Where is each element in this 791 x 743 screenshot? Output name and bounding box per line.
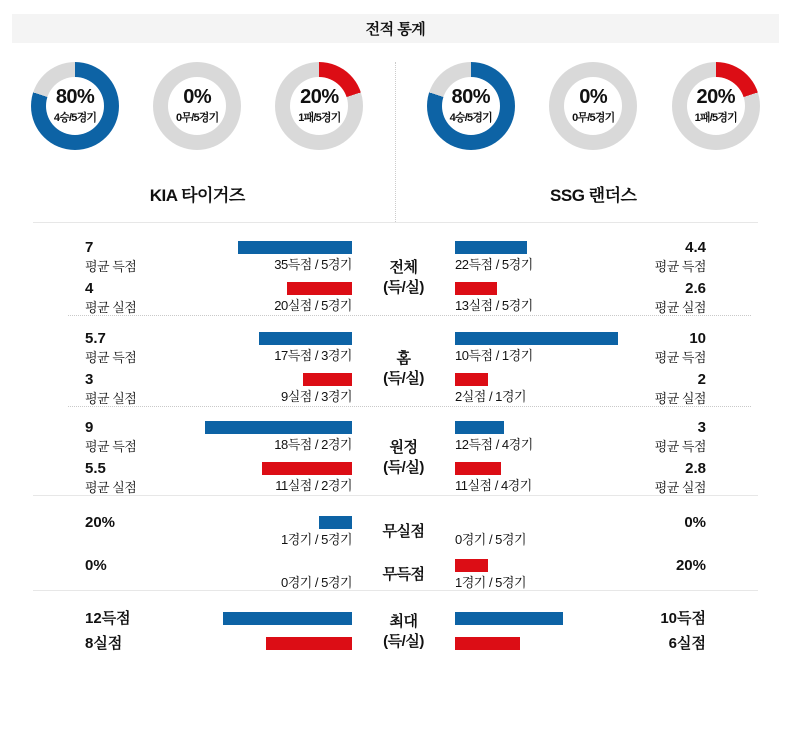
- section-home: [0, 332, 791, 406]
- ssg-home-conceded-avg-label: 평균 실점: [655, 391, 706, 406]
- kia-away-conceded-bar: [262, 462, 352, 475]
- ssg-max-scored-value: 10득점: [660, 612, 706, 625]
- ssg-donut-row: [396, 62, 791, 150]
- kia-scoreless-label: 0경기 / 5경기: [281, 575, 352, 590]
- kia-max-conceded-bar: [266, 637, 352, 650]
- kia-max-scored-value: 12득점: [85, 612, 180, 625]
- ssg-max-conceded-bar-cell: [455, 637, 627, 650]
- kia-total-scored: [180, 241, 352, 272]
- kia-home-conceded-avg-value: 3: [85, 373, 180, 387]
- ssg-max-scored-bar-cell: [455, 612, 627, 625]
- kia-win-percent: 80%: [56, 87, 95, 107]
- ssg-home-conceded-avg: [627, 373, 706, 406]
- ssg-win-donut-center: [442, 77, 500, 135]
- kia-scoreless: [180, 559, 352, 590]
- kia-total-scored-avg-value: 7: [85, 241, 180, 255]
- section-away-title: [352, 438, 455, 478]
- win-rate-donut-area: [0, 62, 791, 222]
- kia-scoreless-pct: [85, 559, 180, 573]
- kia-donut-block: [0, 62, 396, 222]
- section-home-title: [352, 349, 455, 389]
- ssg-total-conceded-avg: [627, 282, 706, 315]
- kia-team-name: KIA 타이거즈: [0, 181, 395, 222]
- kia-draw-donut-chart: [153, 62, 241, 150]
- ssg-max-scored: [627, 612, 706, 625]
- divider-dotted-2: [68, 406, 751, 407]
- kia-clean-sheet-bar: [319, 516, 352, 529]
- page-title: [12, 14, 779, 43]
- ssg-scoreless-pct: [627, 559, 706, 573]
- ssg-away-conceded-avg-value: 2.8: [685, 462, 706, 476]
- kia-home-scored-avg-label: 평균 득점: [85, 350, 180, 365]
- kia-away-scored-avg-value: 9: [85, 421, 180, 435]
- ssg-clean-sheet: [455, 516, 627, 547]
- ssg-total-scored-label: 22득점 / 5경기: [455, 257, 533, 272]
- kia-loss-donut-center: [290, 77, 348, 135]
- record-stats-panel: [0, 14, 791, 743]
- ssg-home-conceded-avg-value: 2: [698, 373, 706, 387]
- row-clean-sheet: [0, 516, 791, 547]
- kia-max-scored-bar: [223, 612, 352, 625]
- row-clean-sheet-title: 무실점: [352, 522, 455, 542]
- kia-total-conceded: [180, 282, 352, 313]
- ssg-win-record: 4승/5경기: [450, 109, 492, 125]
- kia-home-conceded-bar: [303, 373, 352, 386]
- kia-max-conceded-bar-cell: [180, 637, 352, 650]
- ssg-total-conceded-avg-value: 2.6: [685, 282, 706, 296]
- section-max-title: [352, 612, 455, 652]
- ssg-total-scored-avg-value: 4.4: [685, 241, 706, 255]
- section-home-title-line2: (득/실): [352, 369, 455, 389]
- kia-away-scored: [180, 421, 352, 452]
- kia-win-record: 4승/5경기: [54, 109, 96, 125]
- kia-home-conceded: [180, 373, 352, 404]
- ssg-max-conceded-bar: [455, 637, 520, 650]
- section-max-title-line1: 최대: [352, 612, 455, 632]
- section-total-title: [352, 258, 455, 298]
- ssg-clean-sheet-pct-value: 0%: [684, 516, 706, 530]
- kia-loss-percent: 20%: [300, 87, 339, 107]
- ssg-loss-percent: 20%: [696, 87, 735, 107]
- kia-clean-sheet-pct-value: 20%: [85, 516, 180, 530]
- section-home-title-line1: 홈: [352, 349, 455, 369]
- ssg-max-scored-bar: [455, 612, 563, 625]
- kia-total-scored-avg-label: 평균 득점: [85, 259, 180, 274]
- ssg-home-conceded-bar: [455, 373, 488, 386]
- kia-total-conceded-avg-label: 평균 실점: [85, 300, 180, 315]
- ssg-home-scored-label: 10득점 / 1경기: [455, 348, 533, 363]
- ssg-home-scored-avg-label: 평균 득점: [655, 350, 706, 365]
- ssg-away-scored: [455, 421, 627, 452]
- divider-dotted-1: [68, 315, 751, 316]
- ssg-clean-sheet-label: 0경기 / 5경기: [455, 532, 526, 547]
- ssg-total-scored-avg-label: 평균 득점: [655, 259, 706, 274]
- section-max-title-line2: (득/실): [352, 632, 455, 652]
- kia-draw-percent: 0%: [183, 87, 211, 107]
- ssg-away-conceded: [455, 462, 627, 493]
- ssg-donut-block: [396, 62, 791, 222]
- section-total: [0, 241, 791, 315]
- ssg-home-conceded-label: 2실점 / 1경기: [455, 389, 526, 404]
- kia-home-conceded-label: 9실점 / 3경기: [281, 389, 352, 404]
- kia-total-conceded-avg-value: 4: [85, 282, 180, 296]
- ssg-total-conceded: [455, 282, 627, 313]
- kia-home-scored: [180, 332, 352, 363]
- section-away-title-line2: (득/실): [352, 458, 455, 478]
- kia-total-conceded-label: 20실점 / 5경기: [274, 298, 352, 313]
- section-total-title-line2: (득/실): [352, 278, 455, 298]
- ssg-home-scored-avg-value: 10: [689, 332, 706, 346]
- ssg-scoreless-bar: [455, 559, 488, 572]
- ssg-away-scored-avg-value: 3: [698, 421, 706, 435]
- kia-home-conceded-avg: [85, 373, 180, 406]
- kia-loss-donut-chart: [275, 62, 363, 150]
- ssg-max-conceded: [627, 637, 706, 650]
- kia-home-scored-avg-value: 5.7: [85, 332, 180, 346]
- ssg-away-scored-avg: [627, 421, 706, 454]
- ssg-team-name: SSG 랜더스: [396, 181, 791, 222]
- ssg-clean-sheet-pct: [627, 516, 706, 530]
- kia-scoreless-pct-value: 0%: [85, 559, 180, 573]
- kia-home-scored-avg: [85, 332, 180, 365]
- kia-clean-sheet-label: 1경기 / 5경기: [281, 532, 352, 547]
- ssg-away-scored-avg-label: 평균 득점: [655, 439, 706, 454]
- kia-win-donut-center: [46, 77, 104, 135]
- kia-away-conceded-avg: [85, 462, 180, 495]
- kia-away-scored-avg-label: 평균 득점: [85, 439, 180, 454]
- ssg-away-conceded-avg-label: 평균 실점: [655, 480, 706, 495]
- kia-away-conceded-avg-label: 평균 실점: [85, 480, 180, 495]
- ssg-win-donut-chart: [427, 62, 515, 150]
- row-scoreless-title: 무득점: [352, 565, 455, 585]
- kia-away-conceded-avg-value: 5.5: [85, 462, 180, 476]
- kia-draw-record: 0무/5경기: [176, 109, 218, 125]
- section-max: [0, 612, 791, 652]
- kia-max-conceded-value: 8실점: [85, 637, 180, 650]
- section-away: [0, 421, 791, 495]
- ssg-total-conceded-avg-label: 평균 실점: [655, 300, 706, 315]
- kia-draw-donut-center: [168, 77, 226, 135]
- kia-away-conceded-label: 11실점 / 2경기: [275, 478, 352, 493]
- ssg-loss-donut-center: [687, 77, 745, 135]
- kia-donut-row: [0, 62, 395, 150]
- ssg-home-scored: [455, 332, 627, 363]
- ssg-total-conceded-label: 13실점 / 5경기: [455, 298, 533, 313]
- kia-away-scored-avg: [85, 421, 180, 454]
- kia-loss-record: 1패/5경기: [298, 109, 340, 125]
- kia-away-scored-bar: [205, 421, 352, 434]
- kia-total-scored-label: 35득점 / 5경기: [274, 257, 352, 272]
- section-away-title-line1: 원정: [352, 438, 455, 458]
- row-scoreless: [0, 559, 791, 590]
- ssg-away-scored-label: 12득점 / 4경기: [455, 437, 533, 452]
- ssg-home-scored-avg: [627, 332, 706, 365]
- ssg-draw-record: 0무/5경기: [572, 109, 614, 125]
- kia-total-scored-bar: [238, 241, 352, 254]
- kia-home-conceded-avg-label: 평균 실점: [85, 391, 180, 406]
- ssg-loss-donut-chart: [672, 62, 760, 150]
- kia-max-scored: [85, 612, 180, 625]
- kia-max-conceded: [85, 637, 180, 650]
- ssg-win-percent: 80%: [451, 87, 490, 107]
- ssg-home-scored-bar: [455, 332, 618, 345]
- ssg-away-conceded-bar: [455, 462, 501, 475]
- kia-total-scored-avg: [85, 241, 180, 274]
- kia-home-scored-bar: [259, 332, 352, 345]
- divider-bottom: [33, 590, 758, 591]
- divider-middle: [33, 495, 758, 496]
- section-shutout: [0, 516, 791, 590]
- ssg-draw-donut-chart: [549, 62, 637, 150]
- ssg-loss-record: 1패/5경기: [695, 109, 737, 125]
- page-title-text: 전적 통계: [366, 18, 426, 39]
- kia-win-donut-chart: [31, 62, 119, 150]
- ssg-draw-donut-center: [564, 77, 622, 135]
- kia-max-scored-bar-cell: [180, 612, 352, 625]
- kia-away-scored-label: 18득점 / 2경기: [274, 437, 352, 452]
- kia-total-conceded-bar: [287, 282, 352, 295]
- kia-total-conceded-avg: [85, 282, 180, 315]
- ssg-away-conceded-avg: [627, 462, 706, 495]
- kia-clean-sheet-pct: [85, 516, 180, 530]
- ssg-max-conceded-value: 6실점: [669, 637, 706, 650]
- ssg-scoreless-pct-value: 20%: [676, 559, 706, 573]
- ssg-away-conceded-label: 11실점 / 4경기: [455, 478, 532, 493]
- ssg-scoreless-label: 1경기 / 5경기: [455, 575, 526, 590]
- ssg-draw-percent: 0%: [579, 87, 607, 107]
- ssg-total-scored-bar: [455, 241, 527, 254]
- ssg-total-scored: [455, 241, 627, 272]
- ssg-total-scored-avg: [627, 241, 706, 274]
- ssg-total-conceded-bar: [455, 282, 497, 295]
- kia-away-conceded: [180, 462, 352, 493]
- divider-top: [33, 222, 758, 223]
- ssg-home-conceded: [455, 373, 627, 404]
- kia-home-scored-label: 17득점 / 3경기: [274, 348, 352, 363]
- kia-clean-sheet: [180, 516, 352, 547]
- section-total-title-line1: 전체: [352, 258, 455, 278]
- ssg-away-scored-bar: [455, 421, 504, 434]
- ssg-scoreless: [455, 559, 627, 590]
